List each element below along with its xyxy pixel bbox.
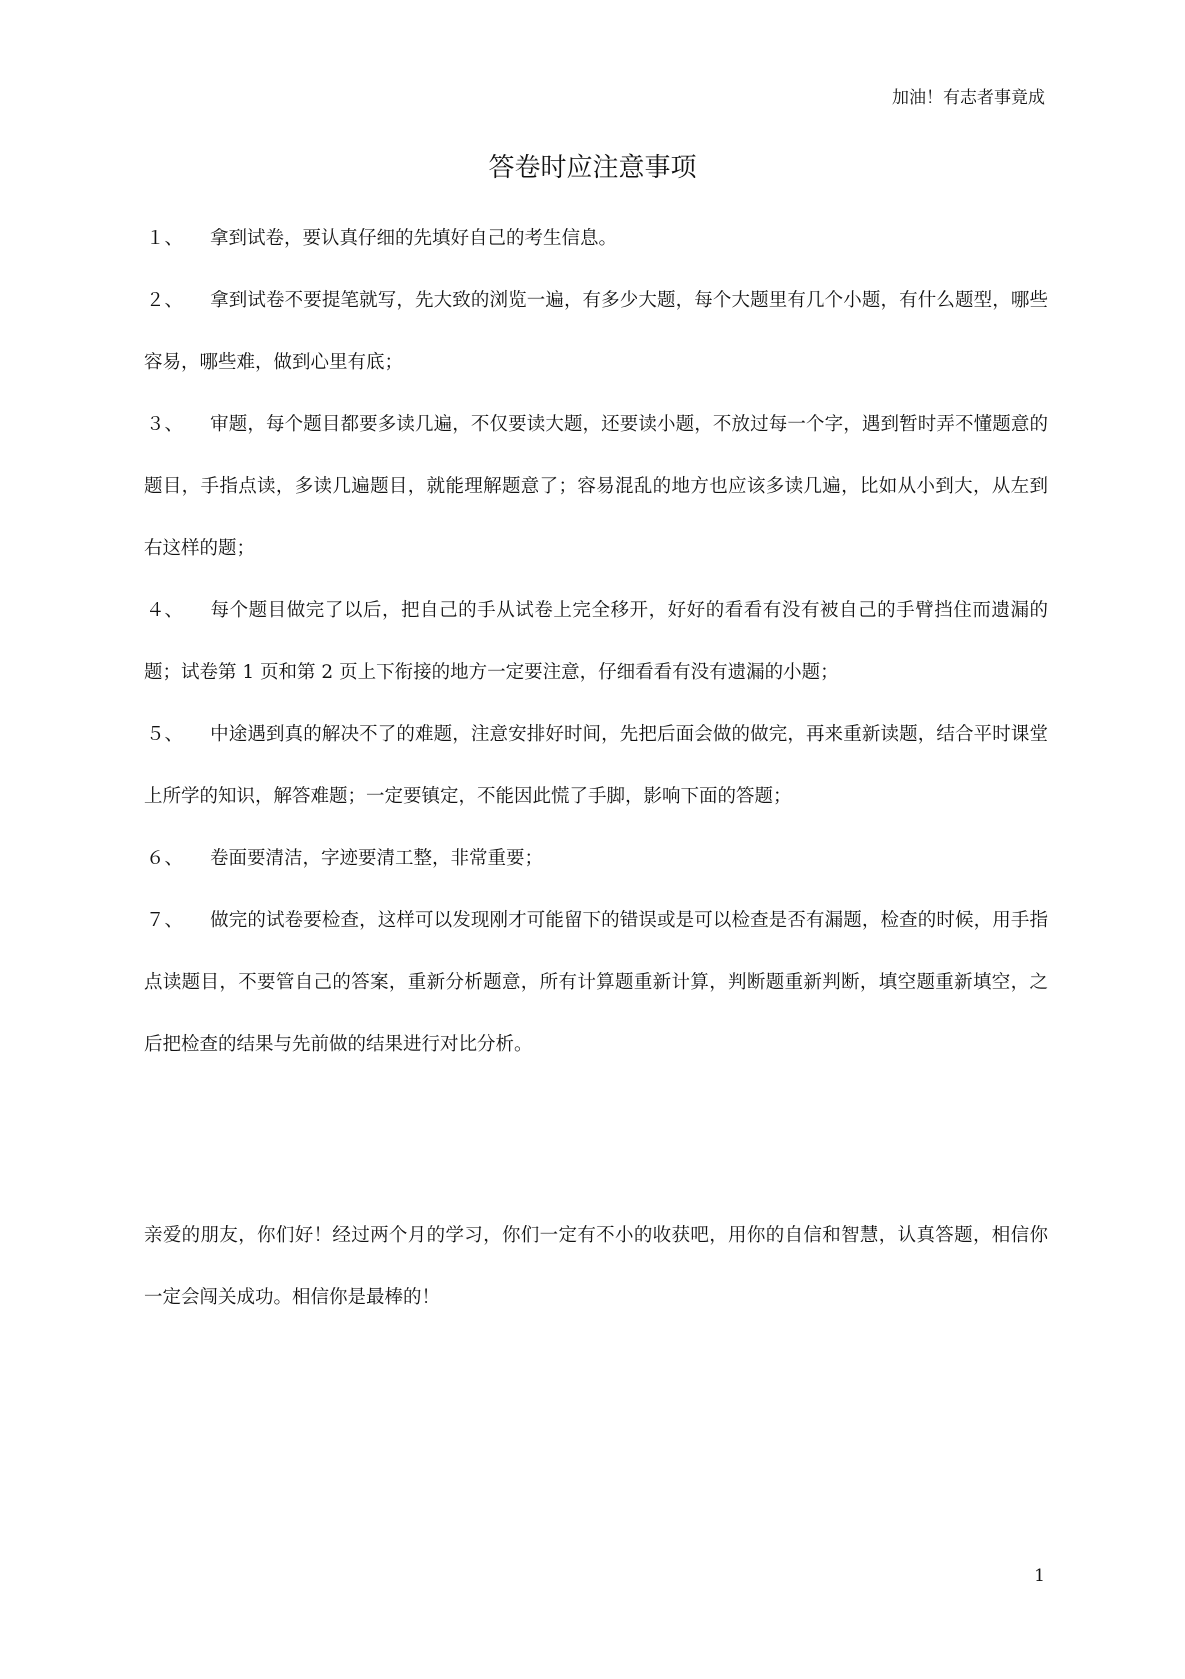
list-item [144, 394, 1048, 580]
item-number: ５、 [146, 724, 184, 745]
header-note: 加油！有志者事竟成 [892, 88, 1045, 108]
item-text: 做完的试卷要检查，这样可以发现刚才可能留下的错误或是可以检查是否有漏题，检查的时候，用手指点读题目，不要管自己的答案，重新分析题意，所有计算题重新计算，判断题重新判断，填空题重新填空，之后把检查的结果与先前做的结果进行对比分析。 [144, 910, 1048, 1055]
notice-list [144, 208, 1048, 1076]
item-text: 中途遇到真的解决不了的难题，注意安排好时间，先把后面会做的做完，再来重新读题，结合平时课堂上所学的知识，解答难题；一定要镇定，不能因此慌了手脚，影响下面的答题； [144, 724, 1048, 807]
page-title: 答卷时应注意事项 [488, 153, 697, 183]
item-text: 审题，每个题目都要多读几遍，不仅要读大题，还要读小题，不放过每一个字，遇到暂时弄不懂题意的题目，手指点读，多读几遍题目，就能理解题意了；容易混乱的地方也应该多读几遍，比如从小到大，从左到右这样的题； [144, 414, 1048, 559]
list-item [144, 828, 1048, 890]
item-text: 拿到试卷，要认真仔细的先填好自己的考生信息。 [210, 228, 618, 249]
list-item [144, 270, 1048, 394]
item-text: 拿到试卷不要提笔就写，先大致的浏览一遍，有多少大题，每个大题里有几个小题，有什么题型，哪些容易，哪些难，做到心里有底； [144, 290, 1048, 373]
closing-message: 亲爱的朋友，你们好！经过两个月的学习，你们一定有不小的收获吧，用你的自信和智慧，认真答题，相信你一定会闯关成功。相信你是最棒的！ [144, 1224, 1048, 1308]
item-text: 每个题目做完了以后，把自己的手从试卷上完全移开，好好的看看有没有被自己的手臂挡住而遗漏的题；试卷第 1 页和第 2 页上下衔接的地方一定要注意，仔细看看有没有遗漏的小题； [144, 600, 1048, 683]
item-number: ３、 [146, 414, 184, 435]
item-number: ２、 [146, 290, 184, 311]
item-number: ６、 [146, 848, 184, 869]
list-item [144, 890, 1048, 1076]
list-item [144, 208, 1048, 270]
list-item [144, 704, 1048, 828]
item-number: ７、 [146, 910, 184, 931]
list-item [144, 580, 1048, 704]
item-number: １、 [146, 228, 184, 249]
item-text: 卷面要清洁，字迹要清工整，非常重要； [210, 848, 544, 869]
page-number: 1 [1034, 1566, 1045, 1586]
item-number: ４、 [146, 600, 184, 621]
